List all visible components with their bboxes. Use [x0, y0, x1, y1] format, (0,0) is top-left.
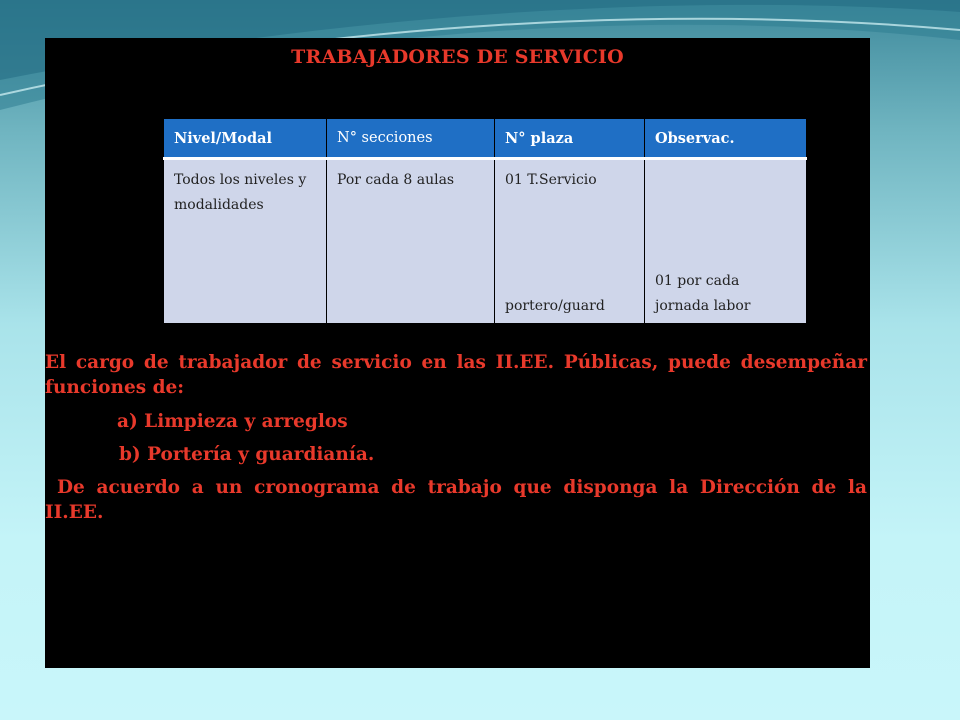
slide-content-panel: [45, 38, 870, 668]
table-cell: [327, 159, 495, 324]
paragraph-functions: El cargo de trabajador de servicio en las II.EE. Públicas, puede desempeñar funciones de:: [45, 352, 867, 398]
list-item: b) Portería y guardianía.: [119, 444, 375, 465]
table-row: [164, 159, 807, 324]
column-header: N° plaza: [495, 119, 645, 159]
table-cell: [495, 159, 645, 324]
observacion-value: 01 por cada jornada labor: [655, 273, 751, 314]
list-item: a) Limpieza y arreglos: [117, 411, 348, 432]
body-text: [45, 350, 867, 525]
plaza-value: 01 T.Servicio: [505, 172, 597, 188]
table-cell: [164, 159, 327, 324]
column-header: Observac.: [645, 119, 807, 159]
plaza-secondary-value: portero/guard: [505, 298, 605, 314]
paragraph-schedule: De acuerdo a un cronograma de trabajo que disponga la Dirección de la II.EE.: [45, 477, 867, 523]
staffing-table: [163, 118, 807, 324]
column-header: N° secciones: [327, 119, 495, 159]
table-header-row: [164, 119, 807, 159]
secciones-value: Por cada 8 aulas: [337, 172, 455, 188]
table-cell: [645, 159, 807, 324]
column-header: Nivel/Modal: [164, 119, 327, 159]
slide-title: TRABAJADORES DE SERVICIO: [291, 46, 624, 68]
nivel-value: Todos los niveles y modalidades: [174, 172, 307, 213]
